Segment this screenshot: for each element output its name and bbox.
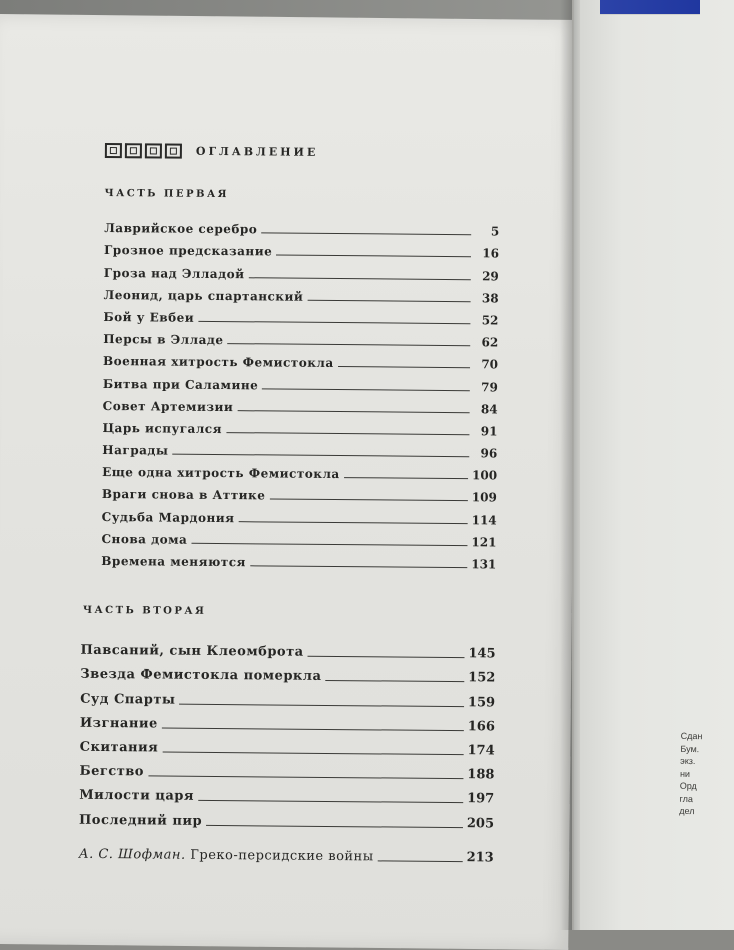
entry-title: Снова дома (101, 531, 188, 547)
facing-page-fragment: Орд (679, 780, 697, 792)
toc-entry (102, 457, 497, 483)
dot-leader (307, 300, 470, 302)
entry-title: Бегство (79, 763, 145, 780)
entry-page-number: 70 (481, 357, 499, 372)
entry-page-number: 197 (467, 791, 495, 807)
entry-title: Награды (102, 443, 169, 458)
dot-leader (378, 860, 463, 862)
entry-page-number: 29 (482, 268, 499, 284)
toc-entry (103, 302, 498, 328)
entry-page-number: 145 (468, 646, 496, 662)
entry-page-number: 205 (466, 815, 495, 831)
dot-leader (248, 277, 470, 280)
toc-entry (79, 837, 494, 865)
blue-cover-edge (600, 0, 700, 15)
toc-entry (102, 413, 497, 439)
entry-page-number: 174 (467, 743, 495, 759)
part-one-entries (101, 213, 499, 571)
part-two-label: ЧАСТЬ ВТОРАЯ (82, 604, 207, 617)
afterword-page: 213 (466, 849, 494, 865)
toc-entry (80, 731, 495, 759)
dot-leader (269, 499, 467, 502)
dot-leader (250, 565, 467, 568)
entry-title: Бой у Евбеи (103, 309, 195, 325)
entry-page-number: 159 (467, 694, 496, 710)
contents-heading: ОГЛАВЛЕНИЕ (195, 144, 319, 159)
entry-title: Гроза над Элладой (103, 265, 245, 281)
entry-title: Времена меняются (101, 553, 246, 570)
facing-page-fragment: ни (679, 768, 691, 779)
toc-entry (103, 346, 498, 372)
entry-title: Суд Спарты (80, 691, 176, 708)
dot-leader (148, 776, 463, 780)
entry-title: Лаврийское серебро (104, 221, 258, 237)
entry-page-number: 100 (471, 468, 498, 483)
afterword-entry (79, 837, 494, 865)
dot-leader (227, 343, 470, 346)
dot-leader (198, 800, 463, 803)
toc-entry (103, 390, 498, 416)
toc-entry (103, 324, 498, 350)
entry-page-number: 114 (471, 512, 497, 528)
entry-title: Еще одна хитрость Фемистокла (102, 465, 340, 482)
entry-page-number: 5 (490, 224, 500, 239)
dot-leader (239, 521, 468, 524)
toc-entry (104, 235, 499, 261)
part-two-entries (79, 634, 496, 831)
entry-title: Судьба Мардония (101, 509, 235, 525)
entry-title: Изгнание (79, 715, 158, 732)
dot-leader (237, 410, 469, 413)
entry-page-number: 109 (471, 490, 497, 505)
entry-title: Павсаний, сын Клеомброта (80, 642, 304, 660)
entry-title: Царь испугался (102, 420, 223, 436)
entry-page-number: 84 (480, 401, 498, 417)
toc-entry (79, 803, 494, 831)
entry-page-number: 131 (471, 557, 497, 572)
entry-title: Последний пир (79, 812, 203, 829)
toc-entry (79, 755, 494, 783)
dot-leader (338, 366, 470, 368)
toc-entry (79, 779, 494, 807)
toc-entry (80, 706, 495, 734)
dot-leader (172, 454, 469, 458)
contents-header (105, 140, 500, 163)
entry-title: Звезда Фемистокла померкла (80, 667, 322, 685)
entry-title: Совет Артемизии (102, 398, 234, 414)
afterword-author: А. С. Шофман. (78, 846, 186, 863)
entry-page-number: 16 (482, 246, 500, 261)
dot-leader (308, 656, 465, 658)
toc-entry (103, 368, 498, 394)
entry-title: Военная хитрость Фемистокла (103, 354, 334, 371)
dot-leader (179, 703, 464, 706)
facing-page-fragment: гла (679, 793, 693, 804)
toc-entry (80, 634, 495, 662)
entry-title: Битва при Саламине (102, 376, 259, 392)
toc-entry (104, 213, 499, 239)
entry-title: Милости царя (79, 788, 195, 805)
entry-page-number: 52 (481, 313, 499, 328)
entry-page-number: 188 (467, 767, 495, 783)
toc-entry (102, 435, 497, 461)
entry-title: Леонид, царь спартанский (103, 287, 304, 304)
afterword-title: Греко-персидские войны (190, 847, 374, 864)
entry-title: Скитания (79, 739, 159, 756)
toc-entry (80, 682, 495, 710)
dot-leader (262, 388, 470, 391)
facing-page-text (679, 730, 702, 818)
dot-leader (276, 255, 471, 258)
entry-page-number: 91 (480, 424, 498, 439)
entry-page-number: 121 (471, 535, 497, 550)
dot-leader (226, 432, 469, 435)
entry-page-number: 152 (468, 670, 496, 686)
entry-page-number: 38 (481, 291, 499, 306)
entry-page-number: 62 (481, 335, 499, 350)
table-of-contents (78, 140, 500, 865)
entry-page-number: 79 (481, 379, 498, 394)
facing-page-fragment: экз. (680, 755, 696, 767)
facing-page-fragment: дел (679, 805, 695, 817)
toc-entry (104, 257, 499, 283)
facing-page-fragment: Бум. (680, 743, 700, 754)
toc-entry (102, 501, 497, 527)
toc-entry (101, 546, 496, 572)
right-page (572, 0, 734, 930)
part-one-label: ЧАСТЬ ПЕРВАЯ (104, 187, 229, 201)
facing-page-fragment: Сдан (680, 730, 703, 742)
dot-leader (325, 680, 464, 682)
dot-leader (261, 233, 471, 236)
dot-leader (198, 321, 470, 324)
toc-entry (101, 524, 496, 550)
dot-leader (206, 824, 463, 827)
entry-title: Враги снова в Аттике (101, 487, 266, 503)
entry-title: Персы в Элладе (103, 332, 224, 348)
toc-entry (104, 280, 499, 306)
gutter-shadow (560, 0, 580, 930)
dot-leader (344, 477, 468, 479)
greek-key-ornament-icon (105, 142, 182, 158)
dot-leader (162, 727, 464, 731)
dot-leader (162, 751, 463, 755)
entry-page-number: 96 (480, 446, 498, 461)
entry-title: Грозное предсказание (103, 243, 273, 259)
entry-page-number: 166 (467, 718, 495, 735)
toc-entry (102, 479, 497, 505)
toc-entry (80, 658, 495, 686)
dot-leader (191, 543, 467, 546)
